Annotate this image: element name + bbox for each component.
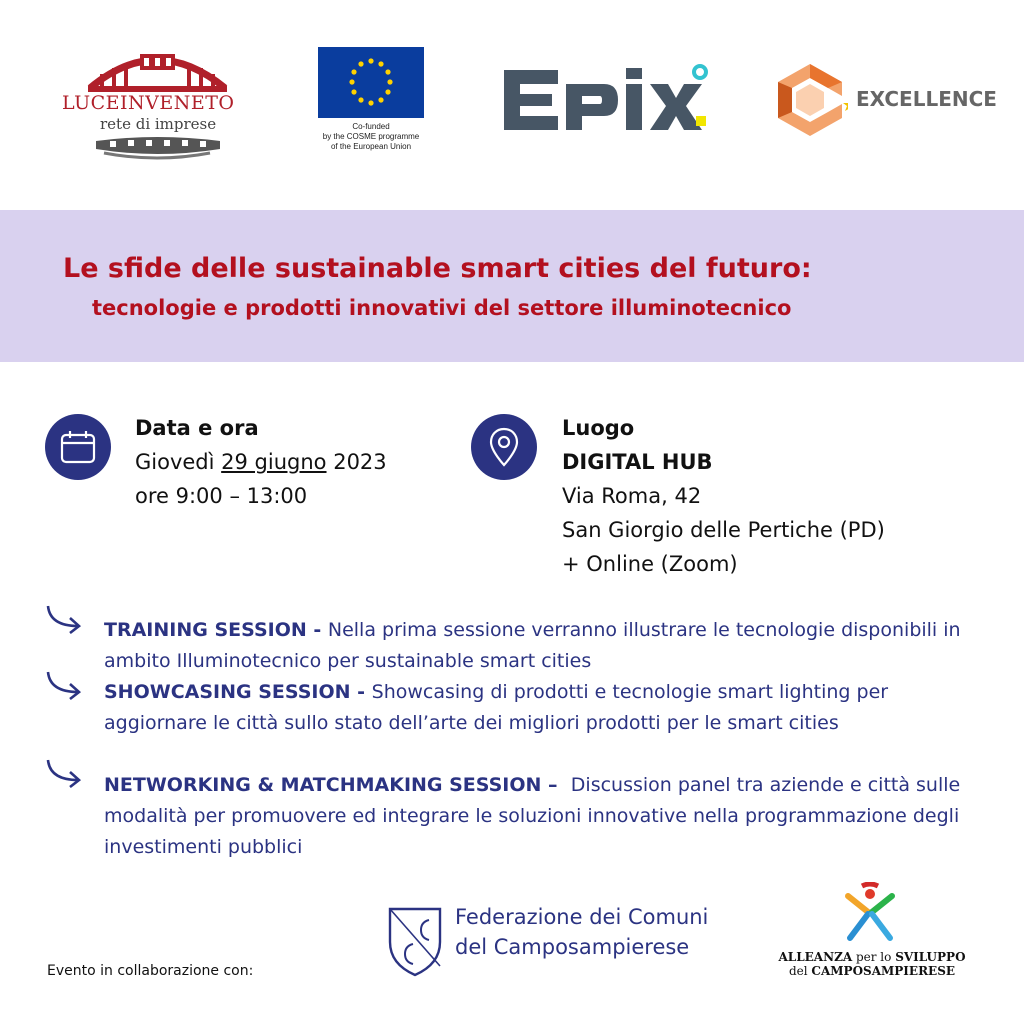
place-street: Via Roma, 42: [562, 484, 702, 508]
alleanza-line1: [772, 950, 972, 964]
eu-caption-line: Co-funded: [352, 122, 390, 131]
session-text: Showcasing di prodotti e tecnologie smart lighting per aggiornare le città sullo stato dell’arte dei migliori prodotti per le smart cities: [104, 681, 889, 734]
luce-name: LUCEINVENETO: [62, 92, 235, 114]
session-sep: -: [350, 681, 372, 703]
session-sep: –: [541, 774, 571, 796]
arrow-icon: [44, 670, 84, 700]
date-block: [135, 411, 387, 513]
luce-sub: rete di imprese: [100, 115, 217, 133]
federazione-name: [455, 902, 708, 962]
session-sep: -: [306, 619, 328, 641]
session-item: [104, 677, 989, 739]
alleanza-word: ALLEANZA: [778, 950, 853, 964]
date-day-month: 29 giugno: [221, 450, 327, 474]
eu-flag-icon: [318, 47, 424, 118]
alleanza-name: [772, 950, 972, 978]
place-heading: Luogo: [562, 416, 635, 440]
date-year: 2023: [333, 450, 387, 474]
calendar-badge: [45, 414, 111, 480]
alleanza-word: CAMPOSAMPIERESE: [811, 964, 956, 978]
arrow-icon: [44, 758, 84, 788]
session-name: TRAINING SESSION: [104, 619, 307, 641]
excellence-text: EXCELLENCE: [856, 87, 997, 111]
session-text: Discussion panel tra aziende e città sulle modalità per promuovere ed integrare le soluzioni innovative nella programmazione degli investimenti pubblici: [104, 774, 961, 858]
date-time: ore 9:00 – 13:00: [135, 484, 308, 508]
date-weekday: Giovedì: [135, 450, 215, 474]
date-line: [135, 445, 387, 479]
epix-logo-icon: [500, 60, 710, 150]
federazione-shield-icon: [387, 906, 443, 978]
logo-luceinveneto: [60, 40, 255, 165]
place-venue: DIGITAL HUB: [562, 450, 713, 474]
alleanza-line2: [772, 964, 972, 978]
title-banner: [0, 210, 1024, 362]
eu-caption: [308, 122, 434, 152]
federazione-line: del Camposampierese: [455, 935, 690, 959]
logo-epix: [500, 60, 710, 150]
location-pin-icon: [489, 427, 519, 467]
alleanza-word: del: [788, 964, 812, 978]
logo-eu: [318, 47, 424, 157]
alleanza-word: per lo: [852, 950, 896, 964]
bridge-reflection-icon: [60, 135, 255, 165]
bridge-icon: [60, 40, 255, 100]
calendar-icon: [60, 430, 96, 464]
eu-caption-line: of the European Union: [330, 142, 412, 151]
page-subtitle: tecnologie e prodotti innovativi del settore illuminotecnico: [92, 296, 792, 320]
date-heading: Data e ora: [135, 416, 259, 440]
session-item: [104, 770, 989, 863]
logo-excellence: [772, 62, 997, 138]
place-block: [562, 411, 885, 581]
session-name: NETWORKING & MATCHMAKING SESSION: [104, 774, 542, 796]
place-online: + Online (Zoom): [562, 552, 738, 576]
session-item: [104, 615, 989, 677]
alleanza-figure-icon: [840, 882, 900, 944]
eu-caption-line: by the COSME programme: [322, 132, 420, 141]
session-text: Nella prima sessione verranno illustrare le tecnologie disponibili in ambito Illuminotecnico per sustainable smart cities: [104, 619, 961, 672]
place-city: San Giorgio delle Pertiche (PD): [562, 518, 885, 542]
location-badge: [471, 414, 537, 480]
session-name: SHOWCASING SESSION: [104, 681, 351, 703]
alleanza-word: SVILUPPO: [895, 950, 966, 964]
collab-label: Evento in collaborazione con:: [47, 963, 254, 979]
arrow-icon: [44, 604, 84, 634]
federazione-line: Federazione dei Comuni: [455, 905, 709, 929]
c-star-icon: [772, 62, 848, 138]
page-title: Le sfide delle sustainable smart cities del futuro:: [63, 253, 812, 284]
